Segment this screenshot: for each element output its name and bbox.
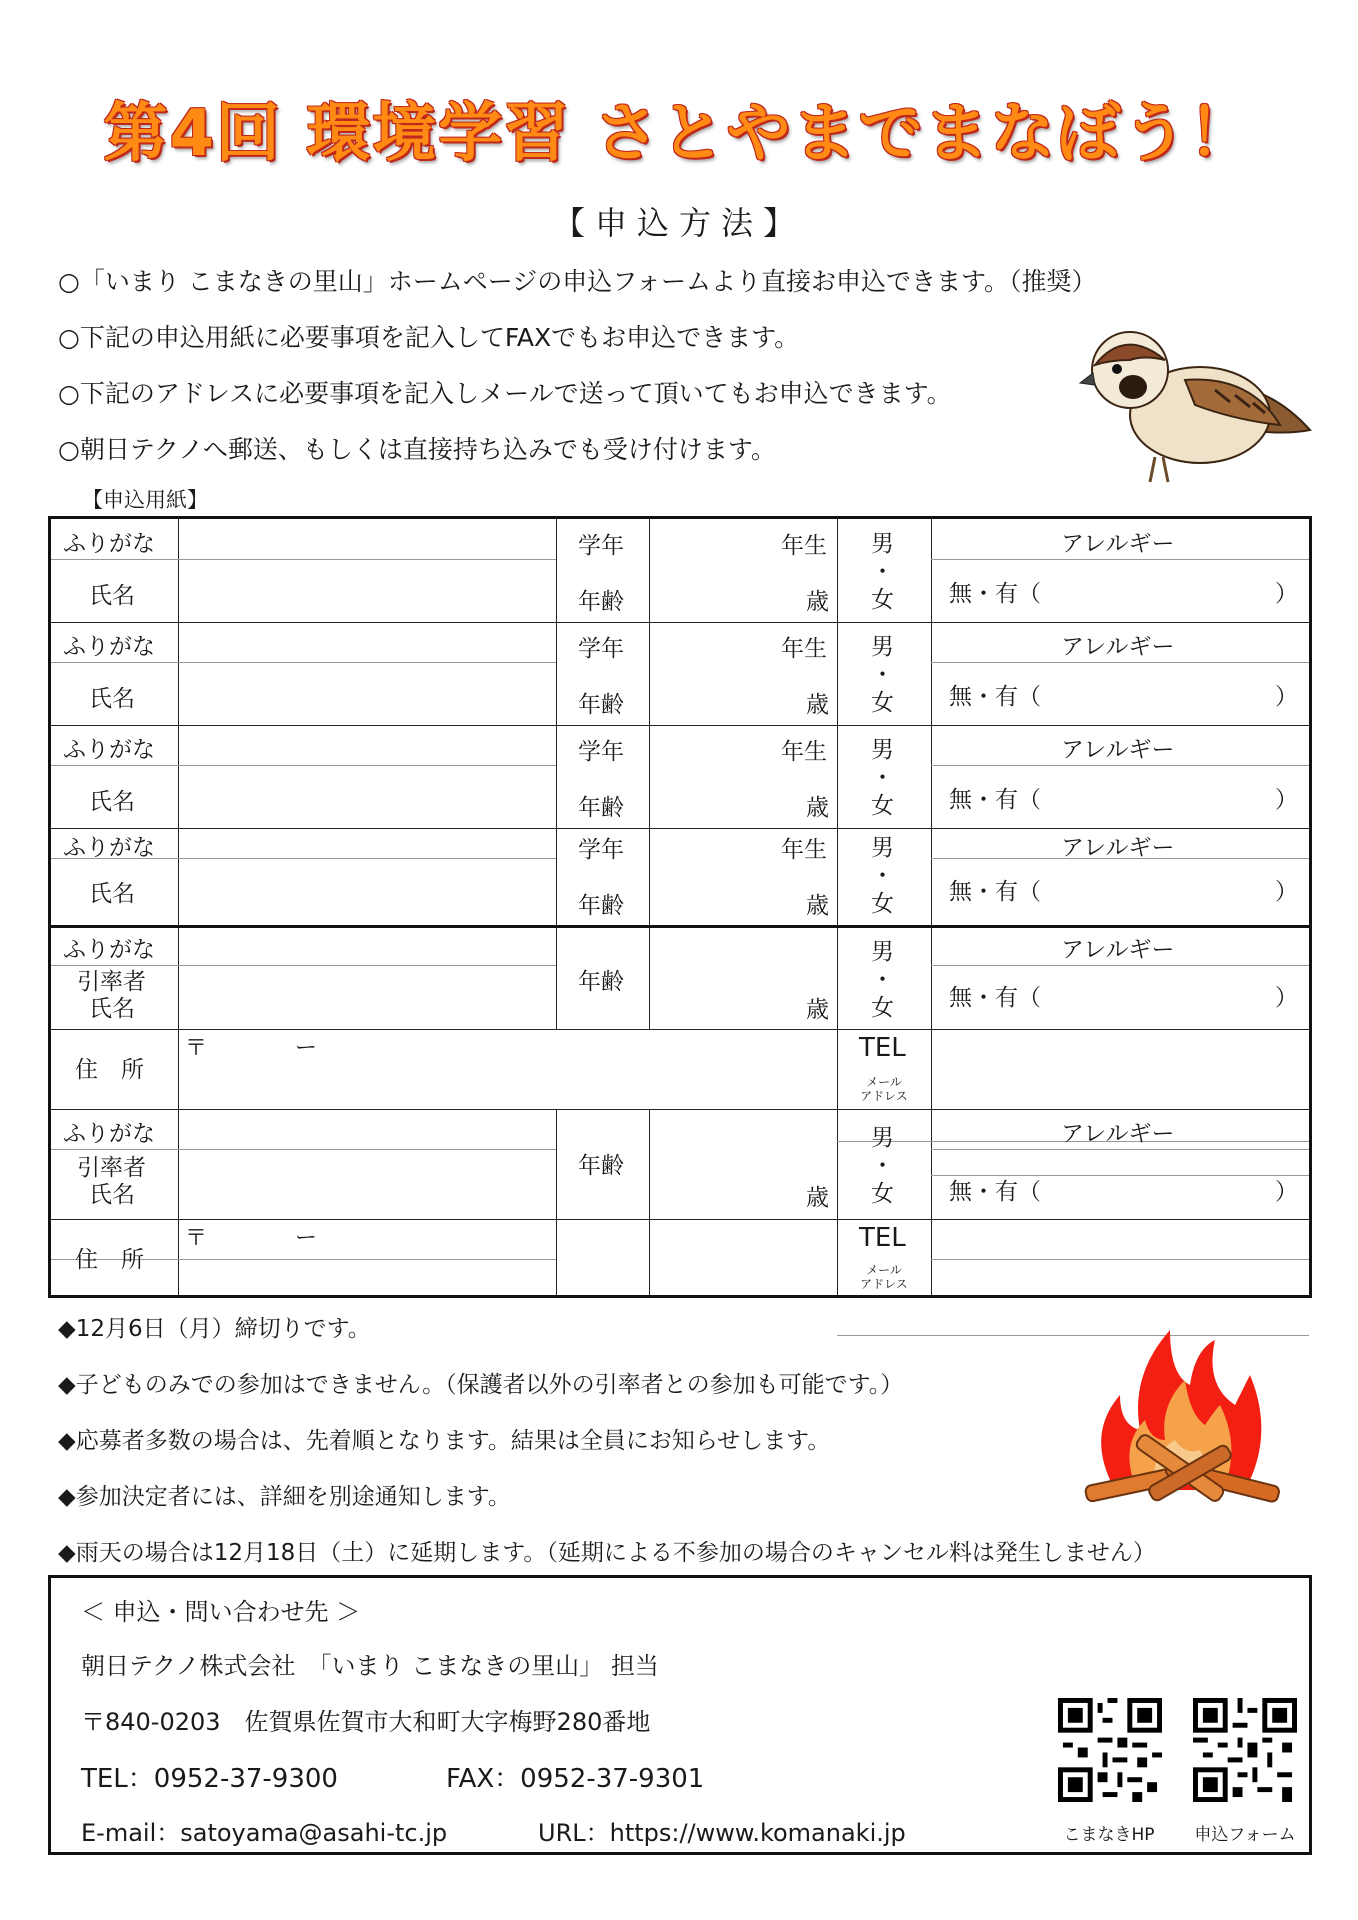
name-field[interactable] xyxy=(181,861,553,921)
contact-fax: FAX：0952-37-9301 xyxy=(446,1764,705,1794)
address-field[interactable] xyxy=(181,1249,833,1291)
bonfire-illustration xyxy=(1075,1315,1290,1515)
furigana-label: ふりがな xyxy=(63,937,155,963)
note-rain: ◆雨天の場合は12月18日（土）に延期します。（延期による不参加の場合のキャンセル料は発生しません） xyxy=(58,1540,1156,1566)
allergy-label: アレルギー xyxy=(1061,937,1175,963)
method-line: ○「いまり こまなきの里山」ホームページの申込フォームより直接お申込できます。（推奨） xyxy=(58,267,1097,296)
tel-label: TEL xyxy=(859,1223,906,1253)
note-deadline: ◆12月6日（月）締切りです。 xyxy=(58,1316,371,1342)
furigana-field[interactable] xyxy=(181,727,553,763)
qr-label-homepage: こまなきHP xyxy=(1063,1825,1155,1845)
furigana-field[interactable] xyxy=(181,830,553,856)
furigana-label: ふりがな xyxy=(63,634,155,660)
address-label: 住 所 xyxy=(75,1247,144,1273)
furigana-field[interactable] xyxy=(181,521,553,557)
name-label: 氏名 xyxy=(89,881,135,907)
mail-label: メール アドレス xyxy=(860,1075,908,1103)
email-field[interactable] xyxy=(935,1262,1305,1292)
postal-field[interactable]: 〒 ー xyxy=(185,1226,318,1251)
furigana-label: ふりがな xyxy=(63,531,155,557)
contact-heading: ＜ 申込・問い合わせ先 ＞ xyxy=(81,1598,361,1626)
name-field[interactable] xyxy=(181,769,553,825)
sparrow-illustration xyxy=(1075,325,1315,485)
allergy-close: ） xyxy=(1275,581,1298,607)
female-option[interactable]: 女 xyxy=(871,891,894,917)
name-label: 氏名 xyxy=(89,583,135,609)
allergy-label: アレルギー xyxy=(1061,531,1175,557)
contact-tel: TEL：0952-37-9300 xyxy=(81,1764,338,1794)
age-unit: 歳 xyxy=(806,997,829,1023)
guardian-name-label: 引率者 氏名 xyxy=(77,969,146,1022)
allergy-label: アレルギー xyxy=(1061,737,1175,763)
grade-label: 学年 xyxy=(578,739,624,765)
female-option[interactable]: 女 xyxy=(871,793,894,819)
grade-label: 学年 xyxy=(578,837,624,863)
name-field[interactable] xyxy=(181,666,553,722)
furigana-label: ふりがな xyxy=(63,737,155,763)
postal-field[interactable]: 〒 ー xyxy=(185,1036,318,1061)
contact-email[interactable]: E-mail：satoyama@asahi-tc.jp xyxy=(81,1819,448,1847)
grade-label: 学年 xyxy=(578,636,624,662)
separator-dot: ・ xyxy=(871,662,894,688)
tel-field[interactable] xyxy=(935,1222,1305,1252)
contact-url[interactable]: URL：https://www.komanaki.jp xyxy=(538,1819,906,1847)
contact-address: 〒840-0203 佐賀県佐賀市大和町大字梅野280番地 xyxy=(81,1708,651,1736)
form-label: 【申込用紙】 xyxy=(82,488,208,512)
allergy-close: ） xyxy=(1275,879,1298,905)
name-label: 氏名 xyxy=(89,789,135,815)
age-label: 年齢 xyxy=(578,589,624,615)
male-option[interactable]: 男 xyxy=(871,835,894,861)
guardian-name-field[interactable] xyxy=(181,1152,553,1216)
guardian-name-label: 引率者 氏名 xyxy=(77,1155,146,1208)
address-field[interactable] xyxy=(181,1059,833,1105)
guardian-name-field[interactable] xyxy=(181,968,553,1026)
grade-unit: 年生 xyxy=(781,837,827,863)
separator-dot: ・ xyxy=(871,559,894,585)
age-unit: 歳 xyxy=(806,893,829,919)
method-line: ○朝日テクノへ郵送、もしくは直接持ち込みでも受け付けます。 xyxy=(58,435,776,464)
age-unit: 歳 xyxy=(806,795,829,821)
allergy-close: ） xyxy=(1275,985,1298,1011)
furigana-field[interactable] xyxy=(181,624,553,660)
allergy-label: アレルギー xyxy=(1061,634,1175,660)
allergy-close: ） xyxy=(1275,787,1298,813)
allergy-choice[interactable]: 無・有（ xyxy=(949,787,1041,813)
female-option[interactable]: 女 xyxy=(871,587,894,613)
age-unit: 歳 xyxy=(806,692,829,718)
page-title: 第4回 環境学習 さとやまでまなぼう！ xyxy=(103,97,1255,171)
allergy-choice[interactable]: 無・有（ xyxy=(949,985,1041,1011)
method-line: ○下記のアドレスに必要事項を記入しメールで送って頂いてもお申込できます。 xyxy=(58,379,952,408)
separator-dot: ・ xyxy=(871,967,894,993)
furigana-label: ふりがな xyxy=(63,835,155,861)
qr-label-application-form: 申込フォーム xyxy=(1194,1825,1296,1845)
female-option[interactable]: 女 xyxy=(871,1181,894,1207)
allergy-choice[interactable]: 無・有（ xyxy=(949,581,1041,607)
age-unit: 歳 xyxy=(806,1185,829,1211)
grade-unit: 年生 xyxy=(781,739,827,765)
note-participation: ◆子どものみでの参加はできません。（保護者以外の引率者との参加も可能です。） xyxy=(58,1372,904,1398)
male-option[interactable]: 男 xyxy=(871,1125,894,1151)
mail-label: メール アドレス xyxy=(860,1263,908,1291)
female-option[interactable]: 女 xyxy=(871,690,894,716)
allergy-label: アレルギー xyxy=(1061,1121,1175,1147)
qr-code-homepage[interactable] xyxy=(1056,1698,1164,1802)
allergy-label: アレルギー xyxy=(1061,835,1175,861)
male-option[interactable]: 男 xyxy=(871,939,894,965)
male-option[interactable]: 男 xyxy=(871,531,894,557)
age-unit: 歳 xyxy=(806,589,829,615)
allergy-choice[interactable]: 無・有（ xyxy=(949,879,1041,905)
method-heading: 【申込方法】 xyxy=(552,204,805,242)
age-label: 年齢 xyxy=(578,1153,624,1179)
note-selection: ◆応募者多数の場合は、先着順となります。結果は全員にお知らせします。 xyxy=(58,1428,831,1454)
allergy-close: ） xyxy=(1275,684,1298,710)
age-label: 年齢 xyxy=(578,893,624,919)
guardian-furigana-field[interactable] xyxy=(181,928,553,963)
male-option[interactable]: 男 xyxy=(871,737,894,763)
name-field[interactable] xyxy=(181,563,553,619)
furigana-label: ふりがな xyxy=(63,1121,155,1147)
allergy-choice[interactable]: 無・有（ xyxy=(949,1179,1041,1205)
note-notification: ◆参加決定者には、詳細を別途通知します。 xyxy=(58,1484,511,1510)
age-label: 年齢 xyxy=(578,969,624,995)
age-label: 年齢 xyxy=(578,692,624,718)
male-option[interactable]: 男 xyxy=(871,634,894,660)
application-form xyxy=(48,516,1312,1298)
grade-unit: 年生 xyxy=(781,533,827,559)
method-line: ○下記の申込用紙に必要事項を記入してFAXでもお申込できます。 xyxy=(58,323,800,352)
separator-dot: ・ xyxy=(871,765,894,791)
age-label: 年齢 xyxy=(578,795,624,821)
qr-code-application-form[interactable] xyxy=(1191,1698,1299,1802)
grade-label: 学年 xyxy=(578,533,624,559)
allergy-choice[interactable]: 無・有（ xyxy=(949,684,1041,710)
contact-box xyxy=(48,1575,1312,1855)
allergy-close: ） xyxy=(1275,1179,1298,1205)
grade-unit: 年生 xyxy=(781,636,827,662)
name-label: 氏名 xyxy=(89,686,135,712)
female-option[interactable]: 女 xyxy=(871,995,894,1021)
separator-dot: ・ xyxy=(871,1153,894,1179)
tel-label: TEL xyxy=(859,1033,906,1063)
address-label: 住 所 xyxy=(75,1057,144,1083)
guardian-furigana-field[interactable] xyxy=(181,1112,553,1147)
contact-company: 朝日テクノ株式会社 「いまり こまなきの里山」 担当 xyxy=(81,1652,659,1680)
separator-dot: ・ xyxy=(871,863,894,889)
